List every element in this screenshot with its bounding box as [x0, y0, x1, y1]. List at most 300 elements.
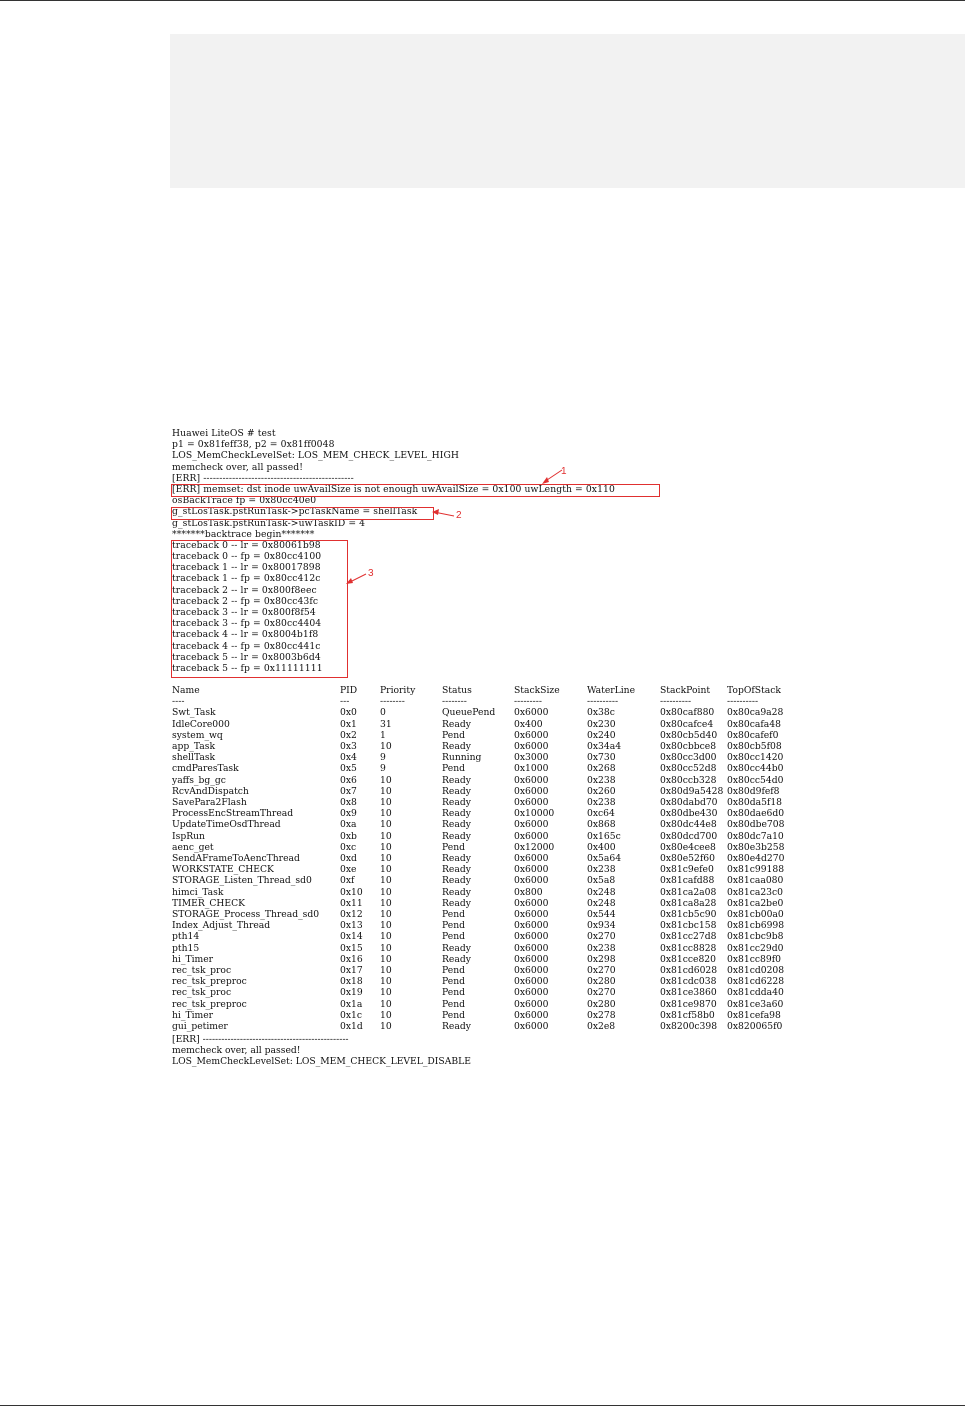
- table-cell: Ready: [442, 808, 471, 820]
- table-cell: 0xa: [340, 819, 357, 831]
- table-cell: 0x6000: [514, 909, 549, 921]
- table-cell: 0x6000: [514, 797, 549, 809]
- table-cell: 0x80cc3d00: [660, 752, 717, 764]
- table-cell: 0x81ce9870: [660, 998, 717, 1010]
- table-cell: 0x81cc8828: [660, 942, 717, 954]
- table-row: [172, 875, 797, 886]
- table-cell: 0x544: [587, 909, 616, 921]
- traceback-line: traceback 2 -- fp = 0x80cc43fc: [172, 595, 319, 607]
- table-cell: 0x238: [587, 864, 616, 876]
- table-cell: Pend: [442, 987, 466, 999]
- table-cell: rec_tsk_proc: [172, 965, 232, 977]
- table-cell: ProcessEncStreamThread: [172, 808, 294, 820]
- table-cell: pth15: [172, 942, 200, 954]
- log-line: *******backtrace begin*******: [172, 528, 315, 540]
- log-line: osBackTrace fp = 0x80cc40e0: [172, 495, 317, 507]
- table-cell: aenc_get: [172, 841, 214, 853]
- table-row: [172, 730, 797, 741]
- callout-arrow-3: [344, 570, 370, 586]
- table-row: [172, 1010, 797, 1021]
- table-cell: Ready: [442, 785, 471, 797]
- table-cell: Priority: [380, 685, 416, 696]
- table-cell: 0x19: [340, 987, 363, 999]
- table-cell: QueuePend: [442, 707, 496, 719]
- table-cell: 0x3000: [514, 752, 549, 764]
- table-row: [172, 842, 797, 853]
- log-tail: [172, 1034, 471, 1068]
- table-cell: --------: [442, 696, 467, 708]
- table-cell: 0x730: [587, 752, 616, 764]
- table-cell: 10: [380, 875, 392, 887]
- table-cell: 0x81cafd88: [660, 875, 715, 887]
- table-cell: IspRun: [172, 830, 205, 842]
- table-cell: 0x16: [340, 953, 363, 965]
- table-cell: 9: [380, 752, 386, 764]
- table-cell: 0x6000: [514, 987, 549, 999]
- table-cell: 0x820065f0: [727, 1021, 783, 1033]
- table-cell: 0x81cd6228: [727, 976, 785, 988]
- table-cell: 0x81cc29d0: [727, 942, 784, 954]
- table-cell: 10: [380, 920, 392, 932]
- table-cell: STORAGE_Process_Thread_sd0: [172, 909, 320, 921]
- table-cell: 0x80dbe430: [660, 808, 718, 820]
- table-cell: 0x6000: [514, 1021, 549, 1033]
- table-cell: 0x81cdc038: [660, 976, 717, 988]
- table-cell: 0x8200c398: [660, 1021, 718, 1033]
- table-cell: 0x2e8: [587, 1021, 616, 1033]
- table-cell: Pend: [442, 965, 466, 977]
- table-row: [172, 920, 797, 931]
- table-cell: pth14: [172, 931, 200, 943]
- table-cell: 0x9: [340, 808, 357, 820]
- table-cell: 0x80e4cee8: [660, 841, 716, 853]
- table-cell: 0x80dc7a10: [727, 830, 784, 842]
- traceback-line: traceback 4 -- fp = 0x80cc441c: [172, 640, 321, 652]
- table-cell: 0x5a8: [587, 875, 616, 887]
- log-line: Huawei LiteOS # test: [172, 428, 276, 439]
- table-cell: TopOfStack: [727, 685, 781, 696]
- table-cell: Pend: [442, 729, 466, 741]
- highlight-box-taskname: [171, 507, 434, 520]
- table-row: [172, 707, 797, 718]
- table-cell: rec_tsk_preproc: [172, 976, 247, 988]
- table-cell: 0x934: [587, 920, 616, 932]
- table-header-row: [172, 685, 797, 696]
- table-cell: 0x80cb5d40: [660, 729, 718, 741]
- table-cell: IdleCore000: [172, 718, 230, 730]
- task-table: [172, 685, 797, 1032]
- table-cell: 10: [380, 987, 392, 999]
- table-cell: Running: [442, 752, 482, 764]
- table-cell: 10: [380, 819, 392, 831]
- table-cell: hi_Timer: [172, 1009, 214, 1021]
- table-cell: 0x81cbc9b8: [727, 931, 784, 943]
- table-cell: rec_tsk_preproc: [172, 998, 247, 1010]
- table-cell: 10: [380, 864, 392, 876]
- table-cell: 0x11: [340, 897, 363, 909]
- table-cell: Ready: [442, 875, 471, 887]
- table-cell: 10: [380, 741, 392, 753]
- table-cell: 0x6000: [514, 707, 549, 719]
- table-row: [172, 954, 797, 965]
- table-row: [172, 719, 797, 730]
- table-cell: app_Task: [172, 741, 216, 753]
- table-cell: 0x6000: [514, 774, 549, 786]
- table-cell: ---------: [514, 696, 542, 708]
- table-cell: 10: [380, 965, 392, 977]
- table-separator-row: [172, 696, 797, 707]
- table-cell: 0xe: [340, 864, 357, 876]
- table-cell: 0xc64: [587, 808, 615, 820]
- table-cell: 0x80e4d270: [727, 853, 785, 865]
- table-cell: --------: [380, 696, 405, 708]
- top-rule: [0, 0, 965, 1]
- table-cell: 0x81cce820: [660, 953, 716, 965]
- table-cell: 0x81ca8a28: [660, 897, 717, 909]
- table-cell: 0x4: [340, 752, 357, 764]
- table-row: [172, 786, 797, 797]
- table-cell: 0x80cafa48: [727, 718, 781, 730]
- callout-number-3: 3: [368, 568, 374, 579]
- traceback-line: traceback 4 -- lr = 0x8004b1f8: [172, 629, 319, 641]
- table-cell: 0x6000: [514, 1009, 549, 1021]
- table-cell: WORKSTATE_CHECK: [172, 864, 274, 876]
- table-cell: 0xc: [340, 841, 357, 853]
- log-line: p1 = 0x81feff38, p2 = 0x81ff0048: [172, 439, 335, 451]
- table-cell: 0x10: [340, 886, 363, 898]
- table-cell: Ready: [442, 886, 471, 898]
- table-cell: 0x6000: [514, 998, 549, 1010]
- table-cell: 0x18: [340, 976, 363, 988]
- table-cell: 10: [380, 785, 392, 797]
- log-line-error-memset: [ERR] memset: dst inode uwAvailSize is not enough uwAvailSize = 0x100 uwLength = 0x110: [172, 483, 615, 495]
- table-cell: Pend: [442, 841, 466, 853]
- table-cell: 0x270: [587, 965, 616, 977]
- table-cell: 0x80dbe708: [727, 819, 785, 831]
- log-line: memcheck over, all passed!: [172, 1045, 301, 1057]
- table-cell: Pend: [442, 1009, 466, 1021]
- table-cell: ----------: [660, 696, 692, 708]
- table-row: [172, 853, 797, 864]
- table-cell: 0x80e3b258: [727, 841, 785, 853]
- table-cell: 0x2: [340, 729, 357, 741]
- table-row: [172, 931, 797, 942]
- table-row: [172, 741, 797, 752]
- table-cell: 0x80cc54d0: [727, 774, 784, 786]
- table-cell: 0x280: [587, 976, 616, 988]
- table-cell: Ready: [442, 942, 471, 954]
- table-cell: 0x1d: [340, 1021, 363, 1033]
- table-row: [172, 909, 797, 920]
- traceback-line: traceback 2 -- lr = 0x800f8eec: [172, 584, 317, 596]
- table-cell: 0x280: [587, 998, 616, 1010]
- table-cell: 10: [380, 808, 392, 820]
- table-cell: 0x80dae6d0: [727, 808, 785, 820]
- table-cell: 0x81cf58b0: [660, 1009, 715, 1021]
- table-cell: Pend: [442, 920, 466, 932]
- table-row: [172, 898, 797, 909]
- table-cell: 0x6000: [514, 897, 549, 909]
- table-cell: 0x80cc1420: [727, 752, 784, 764]
- table-cell: Ready: [442, 741, 471, 753]
- table-row: [172, 987, 797, 998]
- table-cell: 0x6: [340, 774, 357, 786]
- log-line: [ERR] -----------------------------------------------: [172, 472, 354, 484]
- table-cell: 0x34a4: [587, 741, 622, 753]
- table-cell: 10: [380, 909, 392, 921]
- table-cell: RcvAndDispatch: [172, 785, 249, 797]
- table-cell: 0x80dabd70: [660, 797, 718, 809]
- table-cell: hi_Timer: [172, 953, 214, 965]
- table-cell: 0x81cd6028: [660, 965, 718, 977]
- traceback-line: traceback 0 -- lr = 0x80061b98: [172, 539, 321, 551]
- table-cell: 1: [380, 729, 386, 741]
- table-cell: 0x6000: [514, 976, 549, 988]
- table-cell: Name: [172, 685, 200, 696]
- table-cell: 0x6000: [514, 965, 549, 977]
- traceback-line: traceback 3 -- fp = 0x80cc4404: [172, 618, 322, 630]
- table-cell: 0x165c: [587, 830, 621, 842]
- table-cell: 0x81cd0208: [727, 965, 785, 977]
- table-cell: 0x80cbbce8: [660, 741, 717, 753]
- table-cell: 0x7: [340, 785, 357, 797]
- table-row: [172, 864, 797, 875]
- table-cell: Pend: [442, 909, 466, 921]
- table-cell: 0x80d9a5428: [660, 785, 724, 797]
- log-line: LOS_MemCheckLevelSet: LOS_MEM_CHECK_LEVEL_DISABLE: [172, 1056, 471, 1068]
- log-line: memcheck over, all passed!: [172, 461, 304, 473]
- table-cell: 0x1c: [340, 1009, 363, 1021]
- table-cell: Pend: [442, 931, 466, 943]
- log-line: g_stLosTask.pstRunTask->uwTaskID = 4: [172, 517, 366, 529]
- table-cell: 0x5a64: [587, 853, 622, 865]
- table-row: [172, 819, 797, 830]
- table-cell: 0x80da5f18: [727, 797, 783, 809]
- callout-number-2: 2: [456, 510, 462, 521]
- table-cell: gui_petimer: [172, 1021, 228, 1033]
- table-cell: WaterLine: [587, 685, 636, 696]
- table-cell: 0x80dc44e8: [660, 819, 717, 831]
- table-cell: ----------: [587, 696, 619, 708]
- table-cell: shellTask: [172, 752, 216, 764]
- table-cell: 0x38c: [587, 707, 615, 719]
- table-row: [172, 775, 797, 786]
- table-cell: 0x1000: [514, 763, 549, 775]
- table-cell: 0x230: [587, 718, 616, 730]
- table-cell: 10: [380, 774, 392, 786]
- table-cell: 0xb: [340, 830, 357, 842]
- table-cell: SavePara2Flash: [172, 797, 247, 809]
- table-row: [172, 831, 797, 842]
- table-cell: 0x80d9fef8: [727, 785, 780, 797]
- table-cell: 0x248: [587, 886, 616, 898]
- table-cell: 0x81c9efe0: [660, 864, 714, 876]
- table-cell: 10: [380, 942, 392, 954]
- table-cell: Ready: [442, 897, 471, 909]
- table-row: [172, 965, 797, 976]
- table-cell: 0x800: [514, 886, 543, 898]
- table-cell: 0x80ca9a28: [727, 707, 784, 719]
- callout-arrow-2: [430, 507, 458, 521]
- table-cell: 0x270: [587, 987, 616, 999]
- table-cell: 10: [380, 1021, 392, 1033]
- table-cell: 0xd: [340, 853, 357, 865]
- table-cell: 0x270: [587, 931, 616, 943]
- table-cell: 0x6000: [514, 819, 549, 831]
- table-cell: 10: [380, 841, 392, 853]
- table-cell: 0x6000: [514, 920, 549, 932]
- table-cell: ---: [340, 696, 350, 708]
- table-cell: TIMER_CHECK: [172, 897, 246, 909]
- table-cell: 10: [380, 897, 392, 909]
- table-cell: 0x5: [340, 763, 357, 775]
- table-cell: 10: [380, 976, 392, 988]
- traceback-line: traceback 3 -- lr = 0x800f8f54: [172, 607, 316, 618]
- table-cell: StackSize: [514, 685, 560, 696]
- traceback-line: traceback 0 -- fp = 0x80cc4100: [172, 551, 322, 563]
- table-cell: 10: [380, 998, 392, 1010]
- table-cell: 0x81cdda40: [727, 987, 784, 999]
- table-cell: Swt_Task: [172, 707, 216, 719]
- table-row: [172, 943, 797, 954]
- table-cell: Ready: [442, 864, 471, 876]
- table-cell: 0x6000: [514, 875, 549, 887]
- table-cell: 0xf: [340, 875, 355, 887]
- table-row: [172, 808, 797, 819]
- table-cell: himci_Task: [172, 886, 224, 898]
- table-cell: 0x268: [587, 763, 616, 775]
- table-cell: 0x0: [340, 707, 357, 719]
- log-line: LOS_MemCheckLevelSet: LOS_MEM_CHECK_LEVEL_HIGH: [172, 450, 460, 462]
- table-cell: 0x6000: [514, 729, 549, 741]
- table-row: [172, 1021, 797, 1032]
- log-line: [ERR] -----------------------------------------------: [172, 1034, 349, 1045]
- table-cell: 0x248: [587, 897, 616, 909]
- table-cell: Status: [442, 685, 472, 696]
- table-cell: 0x81cbc158: [660, 920, 717, 932]
- table-cell: 0: [380, 707, 386, 719]
- table-cell: Index_Adjust_Thread: [172, 920, 271, 932]
- table-cell: 0x80e52f60: [660, 853, 715, 865]
- table-cell: Ready: [442, 953, 471, 965]
- table-cell: cmdParesTask: [172, 763, 239, 775]
- table-cell: 0x3: [340, 741, 357, 753]
- table-cell: 0x6000: [514, 741, 549, 753]
- table-cell: 0x81cb00a0: [727, 909, 784, 921]
- table-cell: 0x81cc27d8: [660, 931, 717, 943]
- table-cell: system_wq: [172, 729, 223, 741]
- table-cell: 0x80cc44b0: [727, 763, 784, 775]
- table-cell: 0x15: [340, 942, 363, 954]
- table-cell: Ready: [442, 797, 471, 809]
- table-cell: 0x6000: [514, 830, 549, 842]
- table-cell: 0x298: [587, 953, 616, 965]
- table-cell: Pend: [442, 763, 466, 775]
- table-cell: 0x238: [587, 774, 616, 786]
- traceback-line: traceback 1 -- fp = 0x80cc412c: [172, 573, 321, 585]
- table-cell: Pend: [442, 976, 466, 988]
- table-cell: 0x81cb5c90: [660, 909, 717, 921]
- table-row: [172, 999, 797, 1010]
- table-cell: 10: [380, 1009, 392, 1021]
- highlight-box-error: [171, 484, 660, 497]
- table-cell: ----: [172, 696, 185, 708]
- table-cell: 0x6000: [514, 931, 549, 943]
- table-cell: 0x81cc89f0: [727, 953, 781, 965]
- table-cell: 10: [380, 953, 392, 965]
- table-cell: 10: [380, 931, 392, 943]
- table-cell: 0x81cb6998: [727, 920, 785, 932]
- table-cell: 0x81cefa98: [727, 1009, 781, 1021]
- table-cell: Ready: [442, 853, 471, 865]
- table-cell: 0x80ccb328: [660, 774, 717, 786]
- table-cell: 0x238: [587, 797, 616, 809]
- table-cell: Ready: [442, 1021, 471, 1033]
- table-cell: 9: [380, 763, 386, 775]
- table-cell: 10: [380, 830, 392, 842]
- log-line-task-name: g_stLosTask.pstRunTask->pcTaskName = shellTask: [172, 506, 418, 518]
- table-cell: 0x6000: [514, 864, 549, 876]
- table-cell: 0x10000: [514, 808, 555, 820]
- table-cell: 31: [380, 718, 392, 730]
- table-cell: 0x80caf880: [660, 707, 715, 719]
- table-cell: 0x81ce3a60: [727, 998, 784, 1010]
- table-cell: Ready: [442, 718, 471, 730]
- table-cell: 0x81ca2a08: [660, 886, 717, 898]
- table-cell: 0x80cc52d8: [660, 763, 717, 775]
- table-cell: UpdateTimeOsdThread: [172, 819, 281, 831]
- table-cell: 0x80dcd700: [660, 830, 718, 842]
- table-cell: 0x81ca23c0: [727, 886, 784, 898]
- table-cell: rec_tsk_proc: [172, 987, 232, 999]
- table-cell: 0x1: [340, 718, 357, 730]
- table-row: [172, 797, 797, 808]
- table-cell: Pend: [442, 998, 466, 1010]
- table-cell: 0x240: [587, 729, 616, 741]
- table-cell: 0x80cb5f08: [727, 741, 782, 753]
- table-cell: 0x6000: [514, 853, 549, 865]
- table-row: [172, 763, 797, 774]
- table-cell: 0x81caa080: [727, 875, 784, 887]
- table-cell: SendAFrameToAencThread: [172, 853, 300, 865]
- table-cell: 0x260: [587, 785, 616, 797]
- table-cell: Ready: [442, 830, 471, 842]
- table-cell: 0x80cafef0: [727, 729, 779, 741]
- table-cell: 0x6000: [514, 953, 549, 965]
- code-block-placeholder: [170, 34, 965, 188]
- table-cell: 0x14: [340, 931, 363, 943]
- traceback-line: traceback 1 -- lr = 0x80017898: [172, 562, 321, 574]
- table-cell: STORAGE_Listen_Thread_sd0: [172, 875, 312, 887]
- table-cell: 0x400: [587, 841, 616, 853]
- bottom-rule: [0, 1405, 965, 1406]
- table-row: [172, 976, 797, 987]
- table-cell: 0x238: [587, 942, 616, 954]
- table-cell: 10: [380, 886, 392, 898]
- table-cell: 0x1a: [340, 998, 363, 1010]
- table-cell: 0x12000: [514, 841, 555, 853]
- table-cell: 0x868: [587, 819, 616, 831]
- table-cell: 0x13: [340, 920, 363, 932]
- traceback-line: traceback 5 -- lr = 0x8003b6d4: [172, 651, 321, 663]
- table-cell: 0x80cafce4: [660, 718, 714, 730]
- table-cell: PID: [340, 685, 358, 696]
- table-cell: 0x81c99188: [727, 864, 785, 876]
- table-cell: ----------: [727, 696, 759, 708]
- table-cell: StackPoint: [660, 685, 711, 696]
- table-row: [172, 887, 797, 898]
- callout-number-1: 1: [561, 466, 567, 477]
